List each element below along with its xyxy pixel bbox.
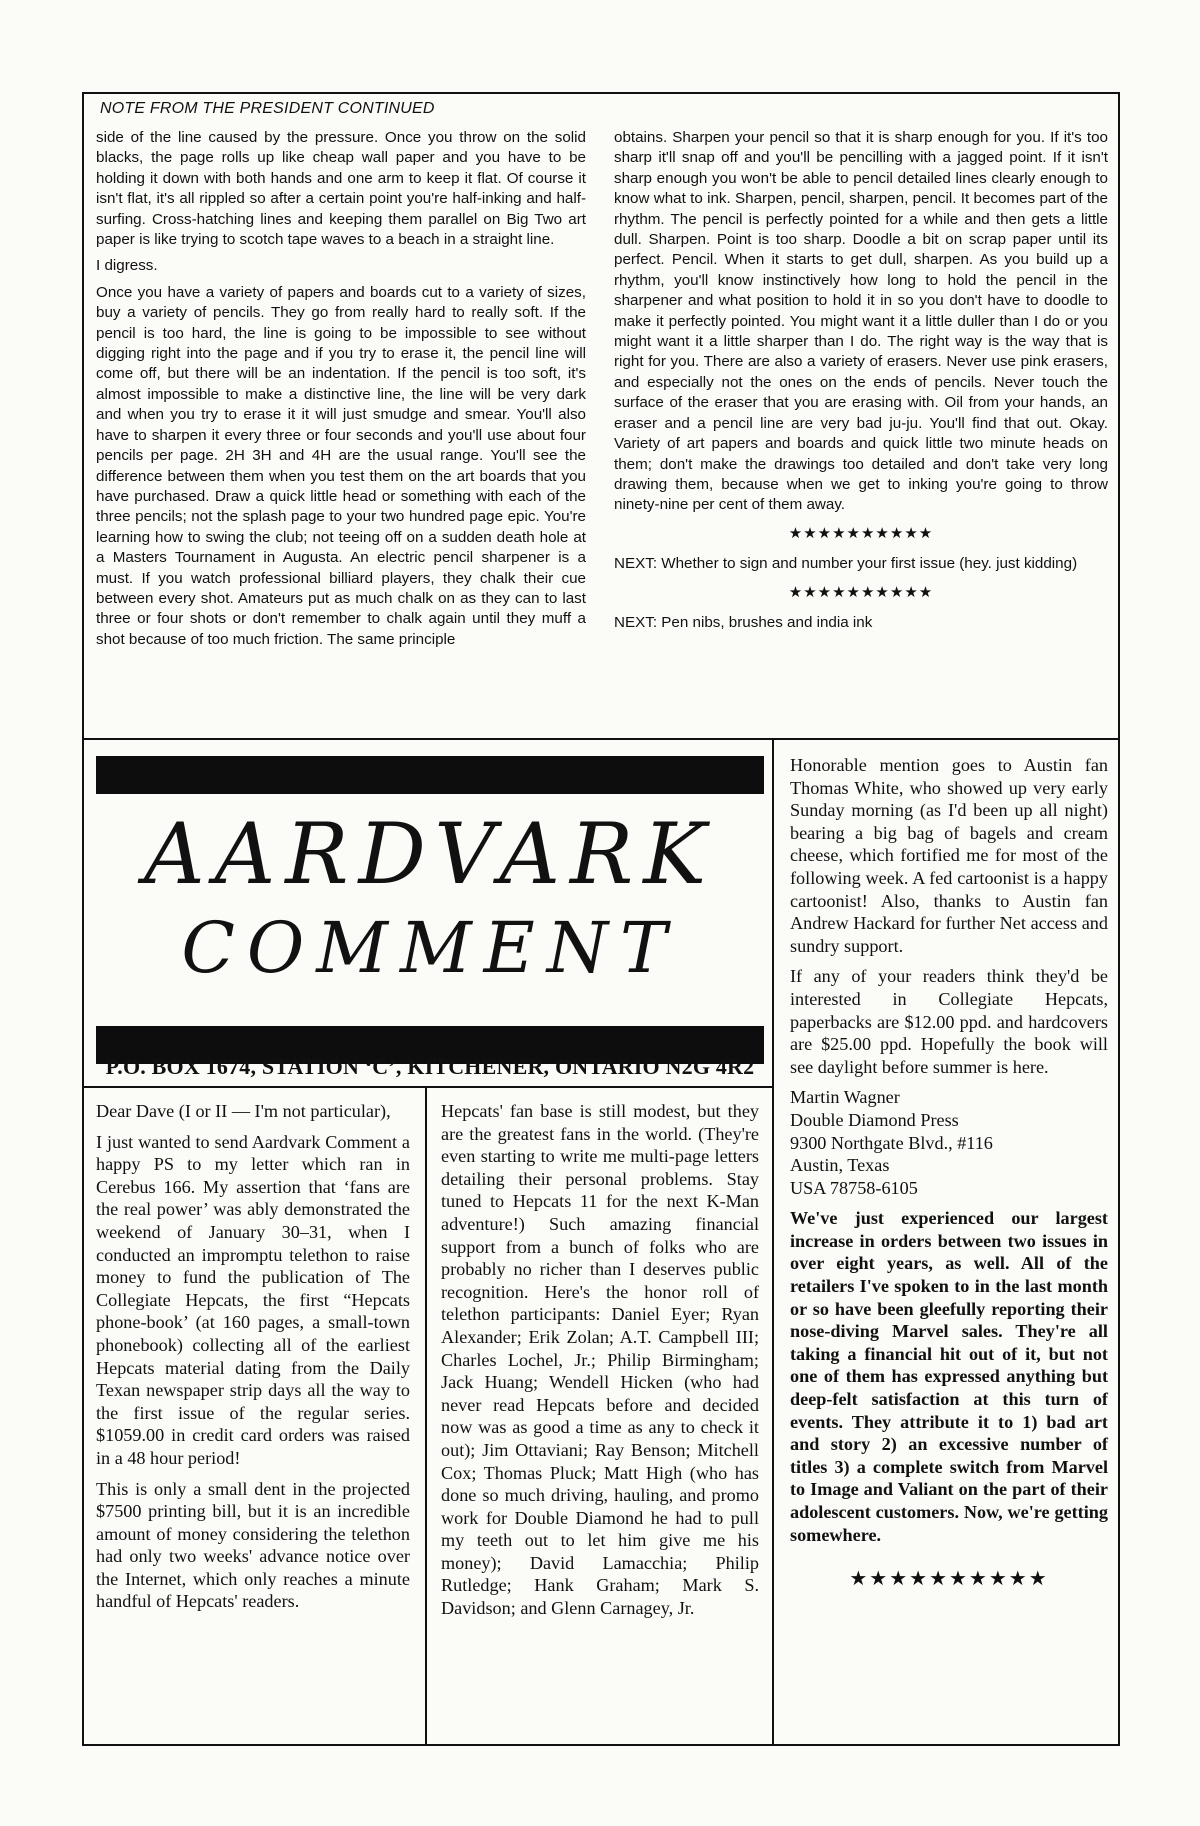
editor-reply: We've just experienced our largest increase in orders between two issues in over eight years, as well. All of the retailers I've spoken to in the last month or so have been gleefully reporting their nose-diving Marvel sales. They're all taking a financial hit out of it, but not one of them has expressed anything but deep-felt satisfaction at this turn of events. They attribute it to 1) bad art and story 2) an excessive number of titles 3) a complete switch from Marvel to Image and Valiant on the part of their adolescent customers. Now, we're getting somewhere. bbox=[790, 1208, 1108, 1545]
signature-line: Austin, Texas bbox=[790, 1155, 890, 1176]
letter-paragraph: Hepcats' fan base is still modest, but they are the greatest fans in the world. (They're even starting to write me multi-page letters detailing their personal problems. Stay tuned to Hepcats 11 for the next K-Man adventure!) Such amazing financial support from a bunch of folks who are probably no richer than I deserves public recognition. Here's the honor roll of telethon participants: Daniel Eyer; Ryan Alexander; Erik Zolan; A.T. Campbell III; Charles Lochel, Jr.; Philip Birmingham; Jack Huang; Wendell Hicken (who had never read Hepcats before and decided now was as good a time as any to check it out); Jim Ottaviani; Ray Benson; Mitchell Cox; Thomas Pluck; Matt High (who has done so much driving, hauling, and promo work for Double Diamond he had to pull my teeth out to let him give me his money); David Lamacchia; Philip Rutledge; Hank Graham; Mark S. Davidson; and Glenn Carnagey, Jr. bbox=[441, 1101, 759, 1619]
letter-column-1 bbox=[96, 1100, 410, 1621]
note-right-column bbox=[614, 128, 1108, 639]
letters-divider bbox=[82, 1086, 772, 1088]
star-divider: ★★★★★★★★★★ bbox=[849, 1568, 1049, 1591]
masthead-title-line1: AARDVARK bbox=[143, 805, 717, 903]
star-divider: ★★★★★★★★★★ bbox=[788, 583, 934, 601]
letter-signature bbox=[790, 1086, 1108, 1199]
note-paragraph: I digress. bbox=[96, 257, 158, 275]
masthead-bar-top bbox=[96, 756, 764, 794]
section-divider bbox=[82, 738, 1120, 740]
letter-paragraph: This is only a small dent in the projected $7500 printing bill, but it is an incredible amount of money considering the telethon had only two weeks' advance notice over the Internet, which only reaches a minute handful of Hepcats' readers. bbox=[96, 1478, 410, 1612]
next-note: NEXT: Whether to sign and number your first issue (hey. just kidding) bbox=[614, 555, 1078, 573]
note-paragraph: side of the line caused by the pressure. Once you throw on the solid blacks, the page rolls up like cheap wall paper and you have to be holding it down with both hands and one arm to keep it flat. Of course it isn't flat, it's all rippled so after a certain point you're half-inking and half-surfing. Cross-hatching lines and keeping them parallel on Big Two art paper is like trying to scotch tape waves to a beach in a straight line. bbox=[96, 129, 586, 249]
column-rule bbox=[772, 740, 774, 1746]
masthead bbox=[96, 752, 764, 1088]
note-left-column bbox=[96, 128, 586, 656]
column-rule bbox=[425, 1086, 427, 1746]
letter-paragraph: Honorable mention goes to Austin fan Thomas White, who showed up very early Sunday morning (as I'd been up all night) bearing a big bag of bagels and cream cheese, which fortified me for most of the following week. A fed cartoonist is a happy cartoonist! Also, thanks to Austin fan Andrew Hackard for further Net access and sundry support. bbox=[790, 755, 1108, 956]
masthead-title-line2: COMMENT bbox=[181, 907, 679, 989]
star-divider: ★★★★★★★★★★ bbox=[788, 524, 934, 542]
note-header: NOTE FROM THE PRESIDENT CONTINUED bbox=[100, 100, 435, 117]
signature-line: Double Diamond Press bbox=[790, 1109, 959, 1130]
note-paragraph: Once you have a variety of papers and boards cut to a variety of sizes, buy a variety of pencils. They go from really hard to really soft. If the pencil is too hard, the line is going to be impossible to see without digging right into the page and if you try to erase it, the pencil line will come off, but there will be an indentation. If the pencil is too soft, it's almost impossible to make a distinctive line, the line will be very dark and when you try to erase it it will just smudge and smear. You'll also have to sharpen it every three or four seconds and you'll use about four pencils per page. 2H 3H and 4H are the usual range. You'll see the difference between them when you test them on the art boards that you have purchased. Draw a quick little head or something with each of the three pencils; not the splash page to your two hundred page epic. You're learning how to swing the club; not teeing off on a sudden death hole at a Masters Tournament in Augusta. An electric pencil sharpener is a must. If you watch professional billiard players, they chalk their cue between every shot. Amateurs put as much chalk on as they can to last three or four shots or don't remember to chalk again until they muff a shot because of too much friction. The same principle bbox=[96, 283, 586, 648]
mailing-address: P.O. BOX 1674, STATION ‘C’, KITCHENER, ONTARIO N2G 4R2 bbox=[105, 1054, 755, 1079]
letter-salutation: Dear Dave (I or II — I'm not particular), bbox=[96, 1101, 391, 1121]
note-paragraph: obtains. Sharpen your pencil so that it is sharp enough for you. If it's too sharp it'll snap off and you'll be pencilling with a jagged point. If it isn't sharp enough you won't be able to pencil detailed lines clearly enough to know what to ink. Sharpen, pencil, sharpen, pencil. It becomes part of the rhythm. The pencil is perfectly pointed for a while and then gets a little dull. Sharpen. Point is too sharp. Doodle a bit on scrap paper until its perfect. Pencil. When it starts to get dull, sharpen. As you build up a rhythm, you'll know instinctively how long to hold the pencil in the sharpener and what position to hold it in so you don't have to doodle to make it perfectly pointed. You might want it a little duller than I do or you might want it a little sharper than I do. The right way is the way that is right for you. There are also a variety of erasers. Never use pink erasers, and especially not the ones on the ends of pencils. Never touch the surface of the eraser that you are erasing with. Oil from your hands, an eraser and a pencil line are very bad ju-ju. You'll find that out. Okay. Variety of art papers and boards and quick little two minute heads on them; don't make the drawings too detailed and don't take very long drawing them, because when we get to inking you're going to throw ninety-nine per cent of them away. bbox=[614, 129, 1108, 514]
letter-column-3 bbox=[790, 754, 1108, 1591]
letter-paragraph: If any of your readers think they'd be interested in Collegiate Hepcats, paperbacks are $12.00 ppd. and hardcovers are $25.00 ppd. Hopefully the book will see daylight before summer is here. bbox=[790, 966, 1108, 1077]
letter-column-2 bbox=[441, 1100, 759, 1628]
signature-line: Martin Wagner bbox=[790, 1087, 900, 1108]
letter-paragraph: I just wanted to send Aardvark Comment a happy PS to my letter which ran in Cerebus 166. My assertion that ‘fans are the real power’ was ably demonstrated the weekend of January 30–31, when I conducted an impromptu telethon to raise money to fund the publication of The Collegiate Hepcats, the first “Hepcats phone-book’ (at 160 pages, a small-town phonebook) collecting all of the earliest Hepcats material dating from the Daily Texan newspaper strip days all the way to the first issue of the regular series. $1059.00 in credit card orders was raised in a 48 hour period! bbox=[96, 1131, 410, 1468]
next-note: NEXT: Pen nibs, brushes and india ink bbox=[614, 613, 873, 631]
signature-line: USA 78758-6105 bbox=[790, 1177, 918, 1198]
signature-line: 9300 Northgate Blvd., #116 bbox=[790, 1132, 993, 1153]
